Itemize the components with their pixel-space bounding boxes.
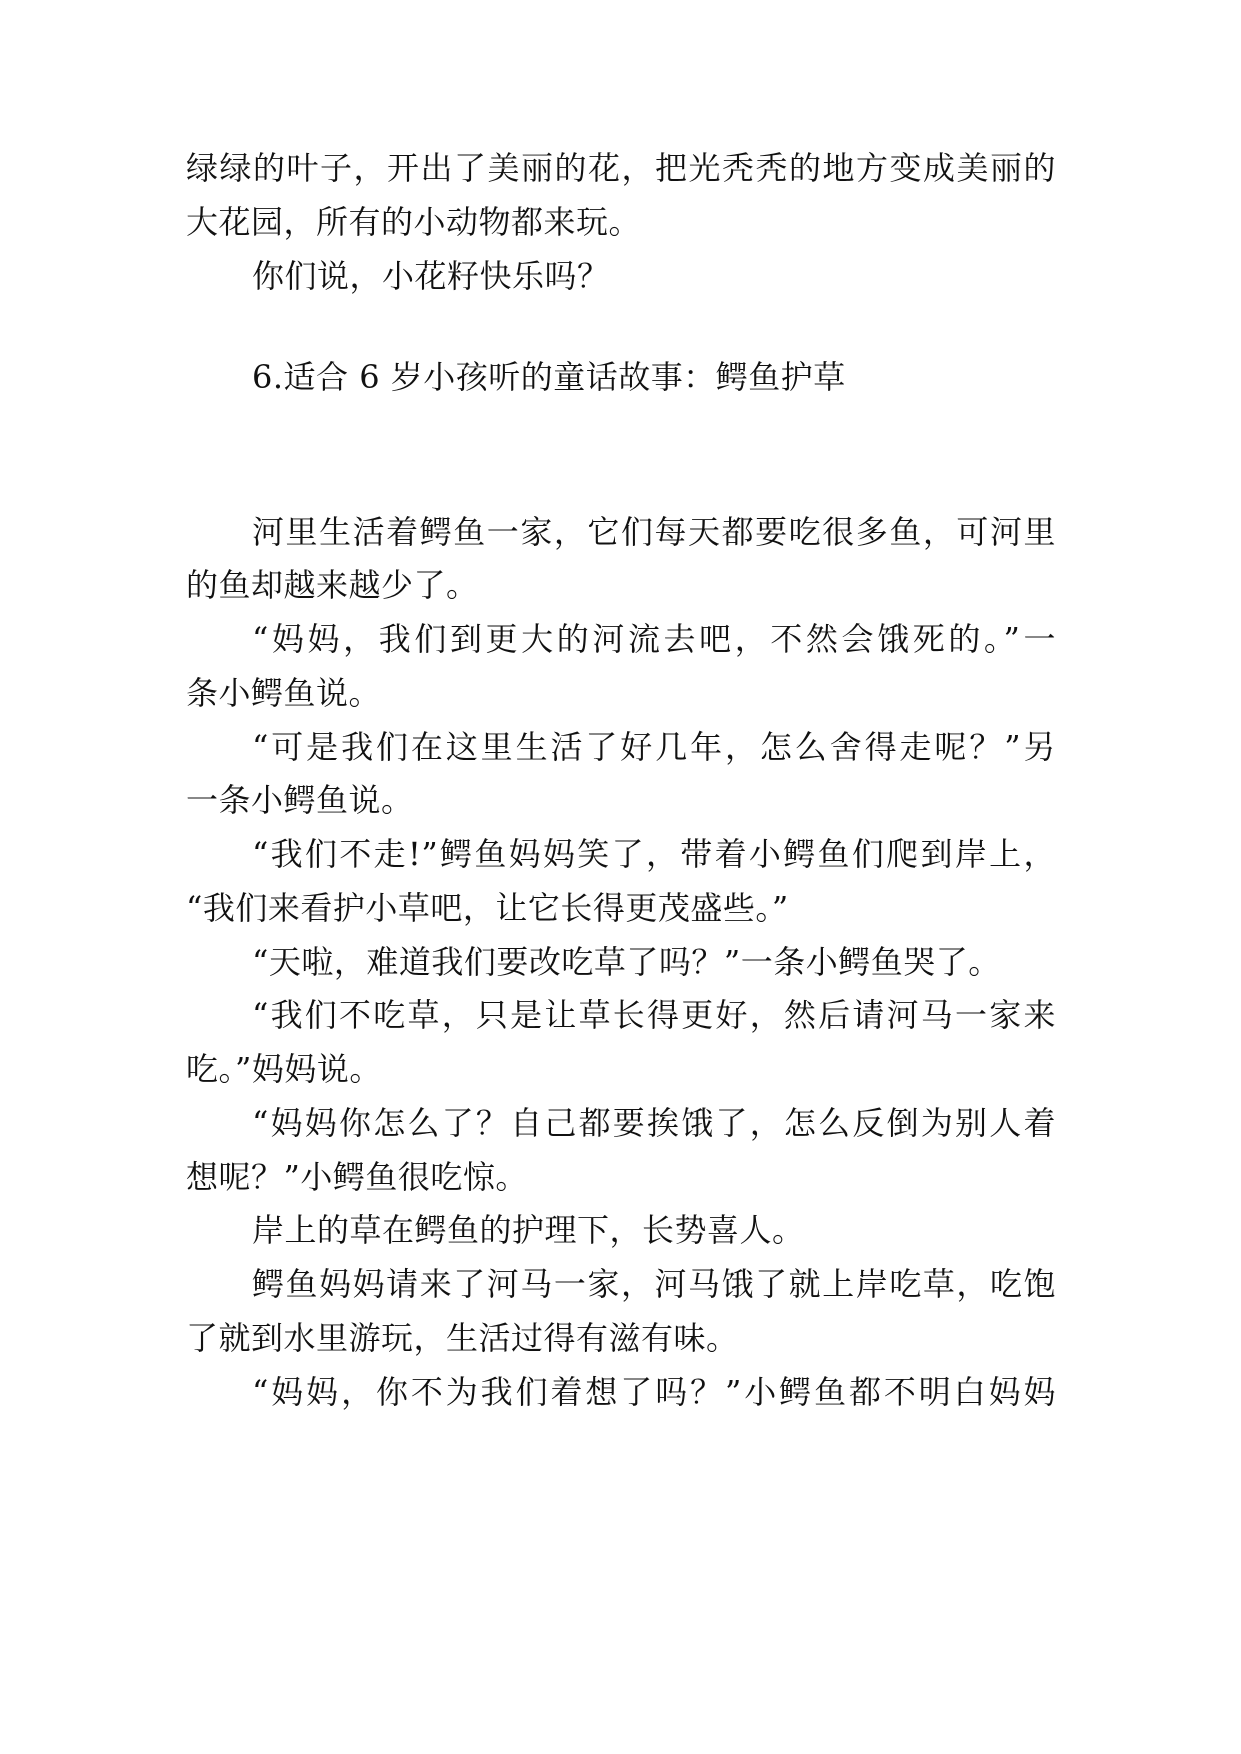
section-heading: 6.适合 6 岁小孩听的童话故事：鳄鱼护草 [252, 358, 846, 396]
text-line: 河里生活着鳄鱼一家，它们每天都要吃很多鱼，可河里 [252, 513, 1056, 551]
text-line: “妈妈，你不为我们着想了吗？”小鳄鱼都不明白妈妈 [252, 1373, 1056, 1411]
text-line: 条小鳄鱼说。 [186, 674, 382, 712]
text-line: 你们说，小花籽快乐吗？ [252, 257, 610, 295]
text-line: “妈妈你怎么了？自己都要挨饿了，怎么反倒为别人着 [252, 1104, 1056, 1142]
text-line: “我们不吃草，只是让草长得更好，然后请河马一家来 [252, 996, 1056, 1034]
text-line: 的鱼却越来越少了。 [186, 566, 479, 604]
text-line: 大花园，所有的小动物都来玩。 [186, 203, 642, 241]
text-line: “可是我们在这里生活了好几年，怎么舍得走呢？”另 [252, 728, 1056, 766]
text-line: 想呢？”小鳄鱼很吃惊。 [186, 1158, 528, 1196]
text-line: “我们不走!”鳄鱼妈妈笑了，带着小鳄鱼们爬到岸上， [252, 835, 1056, 873]
text-line: “天啦，难道我们要改吃草了吗？”一条小鳄鱼哭了。 [252, 943, 1001, 981]
text-line: 一条小鳄鱼说。 [186, 781, 414, 819]
text-line: “我们来看护小草吧，让它长得更茂盛些。” [186, 889, 789, 927]
text-line: 吃。”妈妈说。 [186, 1050, 382, 1088]
text-line: 鳄鱼妈妈请来了河马一家，河马饿了就上岸吃草，吃饱 [252, 1265, 1056, 1303]
text-line: 岸上的草在鳄鱼的护理下，长势喜人。 [252, 1211, 805, 1249]
text-line: 了就到水里游玩，生活过得有滋有味。 [186, 1319, 739, 1357]
text-line: 绿绿的叶子，开出了美丽的花，把光秃秃的地方变成美丽的 [186, 149, 1056, 187]
text-line: “妈妈，我们到更大的河流去吧，不然会饿死的。”一 [252, 620, 1056, 658]
